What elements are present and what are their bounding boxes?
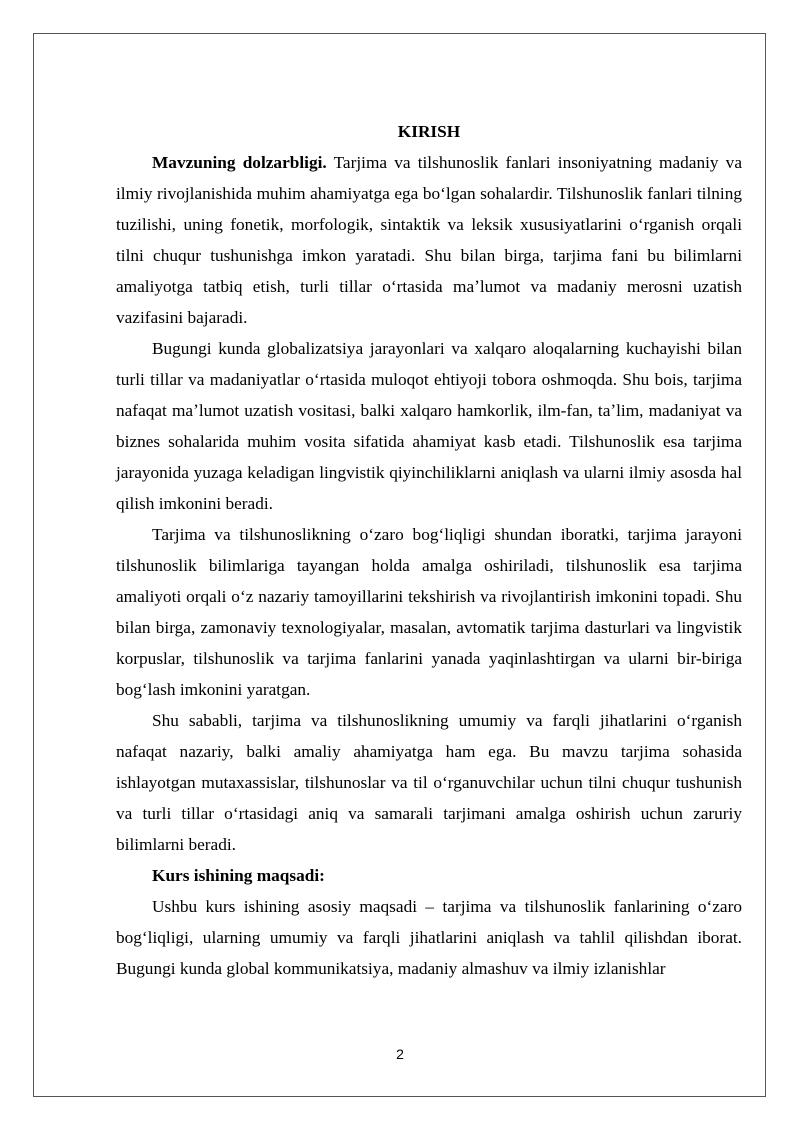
paragraph-goal: Ushbu kurs ishining asosiy maqsadi – tarjima va tilshunoslik fanlarining oʻzaro bogʻliqligi, ularning umumiy va farqli jihatlarini aniqlash va tahlil qilishdan iborat. Bugungi kunda global kommunikatsiya, madaniy almashuv va ilmiy izlanishlar [116,897,742,978]
paragraph-significance: Shu sababli, tarjima va tilshunoslikning umumiy va farqli jihatlarini oʻrganish nafaqat nazariy, balki amaliy ahamiyatga ham ega. Bu mavzu tarjima sohasida ishlayotgan mutaxassislar, tilshunoslar va til oʻrganuvchilar uchun tilni chuqur tushunish va turli tillar oʻrtasidagi aniq va samarali tarjimani amalga oshirish uchun zaruriy bilimlarni beradi. [116,711,742,854]
paragraph-globalization: Bugungi kunda globalizatsiya jarayonlari va xalqaro aloqalarning kuchayishi bilan turli tillar va madaniyatlar oʻrtasida muloqot ehtiyoji tobora oshmoqda. Shu bois, tarjima nafaqat maʼlumot uzatish vositasi, balki xalqaro hamkorlik, ilm-fan, taʼlim, madaniyat va biznes sohalarida muhim vosita sifatida ahamiyat kasb etadi. Tilshunoslik esa tarjima jarayonida yuzaga keladigan lingvistik qiyinchiliklarni aniqlash va ularni ilmiy asosda hal qilish imkonini beradi. [116,339,742,513]
paragraph-lead: Mavzuning dolzarbligi. [152,153,327,172]
paragraph-interrelation: Tarjima va tilshunoslikning oʻzaro bogʻliqligi shundan iboratki, tarjima jarayoni tilshunoslik bilimlariga tayangan holda amalga oshiriladi, tilshunoslik esa tarjima amaliyoti orqali oʻz nazariy tamoyillarini tekshirish va rivojlantirish imkonini topadi. Shu bilan birga, zamonaviy texnologiyalar, masalan, avtomatik tarjima dasturlari va lingvistik korpuslar, tilshunoslik va tarjima fanlarini yanada yaqinlashtirgan va ularni bir-biriga bogʻlash imkonini yaratgan. [116,525,742,699]
page-number: 2 [396,1046,404,1062]
paragraph-relevance [116,147,742,333]
section-subheading: Kurs ishining maqsadi: [152,866,325,885]
paragraph-text: Tarjima va tilshunoslik fanlari insoniyatning madaniy va ilmiy rivojlanishida muhim ahamiyatga ega boʻlgan sohalardir. Tilshunoslik fanlari tilning tuzilishi, uning fonetik, morfologik, sintaktik va leksik xususiyatlarini oʻrganish orqali tilni chuqur tushunishga imkon yaratadi. Shu bilan birga, tarjima fani bu bilimlarni amaliyotga tatbiq etish, turli tillar oʻrtasida maʼlumot va madaniy merosni uzatish vazifasini bajaradi. [116,153,742,327]
document-body [116,116,742,984]
page-title: KIRISH [397,122,461,141]
